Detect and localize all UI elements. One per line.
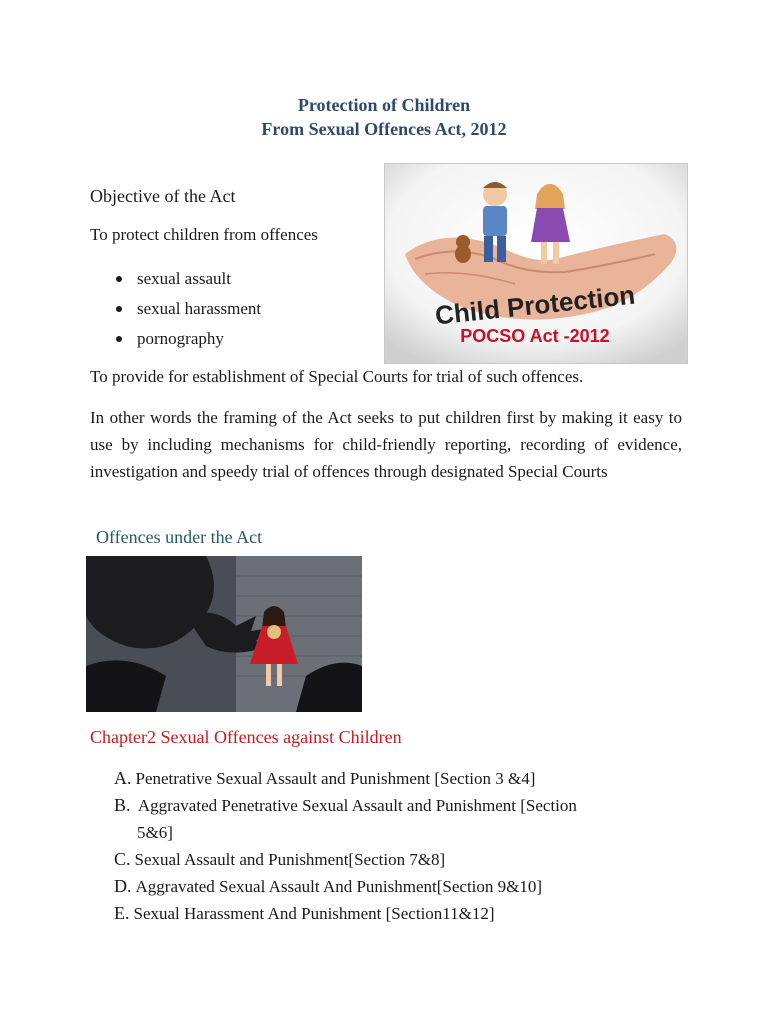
list-item: [114, 765, 674, 792]
list-item: [114, 873, 674, 900]
list-text: Sexual Assault and Punishment[Section 7&8]: [134, 850, 446, 869]
poster-subtitle: POCSO Act -2012: [460, 326, 610, 346]
special-courts-text: To provide for establishment of Special Courts for trial of such offences.: [90, 367, 584, 386]
offences-heading: Offences under the Act: [96, 527, 263, 547]
objective-heading: Objective of the Act: [90, 186, 236, 206]
chapter-title: Sexual Offences against Children: [160, 727, 402, 747]
list-item: [114, 792, 674, 846]
list-letter: A.: [114, 768, 132, 788]
list-letter: C.: [114, 849, 131, 869]
shadow-hands-illustration: [86, 556, 362, 712]
list-text: Aggravated Penetrative Sexual Assault and Punishment [Section: [134, 796, 577, 815]
chapter-sections-list: [114, 765, 674, 927]
objective-intro: To protect children from offences: [90, 225, 318, 244]
list-text: Penetrative Sexual Assault and Punishment [Section 3 &4]: [135, 769, 536, 788]
list-text: Sexual Harassment And Punishment [Section11&12]: [133, 904, 495, 923]
child-protection-image: [384, 163, 688, 364]
poster-title: Child Protection: [433, 279, 637, 331]
list-item: [114, 900, 674, 927]
list-item: pornography: [113, 324, 261, 354]
chapter-label: Chapter2: [90, 727, 156, 747]
list-item: [114, 846, 674, 873]
list-letter: D.: [114, 876, 132, 896]
framing-paragraph: In other words the framing of the Act seeks to put children first by making it easy to use by including mechanisms for child-friendly reporting, recording of evidence, investigation and speedy trial of offences through designated Special Courts: [90, 408, 682, 481]
list-text: Aggravated Sexual Assault And Punishment[Section 9&10]: [135, 877, 543, 896]
document-title: [0, 93, 768, 141]
title-line-1: Protection of Children: [297, 95, 471, 115]
list-letter: B.: [114, 795, 131, 815]
list-item: sexual assault: [113, 264, 261, 294]
list-item: sexual harassment: [113, 294, 261, 324]
list-letter: E.: [114, 903, 130, 923]
list-text-continued: 5&6]: [137, 823, 173, 842]
shadow-hands-image: [86, 556, 362, 712]
title-line-2: From Sexual Offences Act, 2012: [261, 119, 507, 139]
chapter-heading: [90, 727, 402, 748]
offence-list: [113, 264, 261, 354]
child-protection-illustration: [385, 164, 687, 363]
